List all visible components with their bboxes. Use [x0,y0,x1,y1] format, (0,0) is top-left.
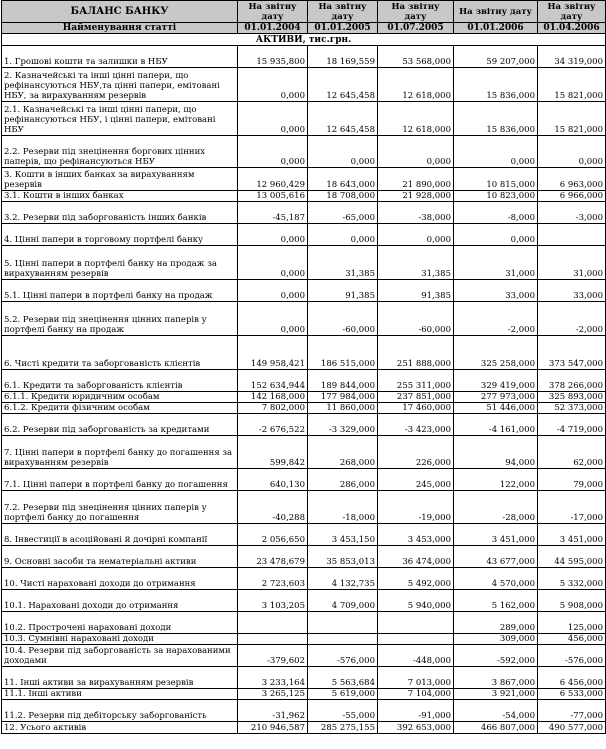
row-value: -3,000 [538,202,606,224]
row-value: 91,385 [308,280,378,302]
row-label: 12. Усього активів [2,722,238,734]
table-row [2,336,606,370]
row-value: -28,000 [454,491,538,524]
row-value: -379,602 [238,645,308,667]
table-row [2,246,606,280]
row-value: 0,000 [238,246,308,280]
row-value: -448,000 [378,645,454,667]
row-value: 62,000 [538,436,606,469]
row-value: 18 643,000 [308,168,378,191]
row-value: 4 709,000 [308,590,378,612]
row-value: 289,000 [454,612,538,634]
row-value: 237 851,000 [378,392,454,403]
row-value: -4 719,000 [538,414,606,436]
row-value: 251 888,000 [378,336,454,370]
row-value: 7 104,000 [378,689,454,700]
row-label: 6.1.2. Кредити фізичним особам [2,403,238,414]
row-value: 5 332,000 [538,568,606,590]
row-label: 10. Чисті нараховані доходи до отримання [2,568,238,590]
row-value: 0,000 [378,224,454,246]
row-value: 325 893,000 [538,392,606,403]
table-row [2,224,606,246]
row-value: 245,000 [378,469,454,491]
row-value [238,612,308,634]
row-value: -3 423,000 [378,414,454,436]
period-header: На звітну дату [308,1,378,23]
row-value: 94,000 [454,436,538,469]
row-value: 3 451,000 [538,524,606,546]
row-value: 51 446,000 [454,403,538,414]
row-value: 3 103,205 [238,590,308,612]
row-value: -576,000 [308,645,378,667]
row-label: 10.3. Сумнівні нараховані доходи [2,634,238,645]
row-value: 23 478,679 [238,546,308,568]
table-row [2,102,606,136]
row-label: 6. Чисті кредити та заборгованість клієнтів [2,336,238,370]
row-value: -4 161,000 [454,414,538,436]
table-row [2,546,606,568]
row-value: 11 860,000 [308,403,378,414]
row-value: 3 921,000 [454,689,538,700]
row-value: -2,000 [454,302,538,336]
row-value: 0,000 [454,136,538,168]
section-header: АКТИВИ, тис.грн. [2,34,606,46]
row-value: 490 577,000 [538,722,606,734]
row-value: 12 645,458 [308,102,378,136]
row-label: 5.1. Цінні папери в портфелі банку на продаж [2,280,238,302]
row-value: 33,000 [454,280,538,302]
row-value: -2,000 [538,302,606,336]
row-value: 15 836,000 [454,68,538,102]
row-value: 3 233,164 [238,667,308,689]
row-label: 3. Кошти в інших банках за вирахуванням резервів [2,168,238,191]
row-value: 122,000 [454,469,538,491]
row-value [308,634,378,645]
row-value: 329 419,000 [454,370,538,392]
row-value: 152 634,944 [238,370,308,392]
row-value: -3 329,000 [308,414,378,436]
table-row [2,612,606,634]
row-label: 7.1. Цінні папери в портфелі банку до погашення [2,469,238,491]
period-header: На звітну дату [238,1,308,23]
row-value: -576,000 [538,645,606,667]
row-value [378,612,454,634]
row-value: 0,000 [238,302,308,336]
row-value: -55,000 [308,700,378,722]
row-label: 4. Цінні папери в торговому портфелі банку [2,224,238,246]
row-value: 35 853,013 [308,546,378,568]
row-value: 373 547,000 [538,336,606,370]
row-value: 286,000 [308,469,378,491]
row-value: 378 266,000 [538,370,606,392]
row-value: 17 460,000 [378,403,454,414]
row-value: 0,000 [454,224,538,246]
row-label: 11.2. Резерви під дебіторську заборгованість [2,700,238,722]
table-row [2,491,606,524]
row-value: -45,187 [238,202,308,224]
row-value [308,612,378,634]
row-value: 33,000 [538,280,606,302]
date-header: 01.01.2004 [238,23,308,34]
row-value: -19,000 [378,491,454,524]
row-value: 210 946,587 [238,722,308,734]
row-value: 31,385 [308,246,378,280]
table-row [2,667,606,689]
period-header: На звітну дату [378,1,454,23]
row-value: -18,000 [308,491,378,524]
row-value: 0,000 [308,224,378,246]
row-value: 268,000 [308,436,378,469]
row-value: 392 653,000 [378,722,454,734]
row-value: 0,000 [238,280,308,302]
row-label: 7.2. Резерви під знецінення цінних паперів у портфелі банку до погашення [2,491,238,524]
row-value: 53 568,000 [378,46,454,68]
row-label: 5. Цінні папери в портфелі банку на продаж за вирахуванням резервів [2,246,238,280]
table-row [2,436,606,469]
row-value: 13 005,616 [238,191,308,202]
table-row [2,469,606,491]
row-value: 6 456,000 [538,667,606,689]
row-value: 10 815,000 [454,168,538,191]
table-row [2,68,606,102]
row-value: 21 928,000 [378,191,454,202]
date-header: 01.04.2006 [538,23,606,34]
row-value: 3 265,125 [238,689,308,700]
table-row [2,202,606,224]
row-value: 18 708,000 [308,191,378,202]
row-value: 5 563,684 [308,667,378,689]
row-value: 6 533,000 [538,689,606,700]
row-value: 59 207,000 [454,46,538,68]
table-title: БАЛАНС БАНКУ [2,1,238,23]
row-value: -2 676,522 [238,414,308,436]
row-label: 2. Казначейські та інші цінні папери, що рефінансуються НБУ,та цінні папери, емітовані НБУ, за вирахуванням резервів [2,68,238,102]
table-row [2,46,606,68]
row-value: 125,000 [538,612,606,634]
row-value: 79,000 [538,469,606,491]
table-row [2,168,606,191]
row-value: 12 960,429 [238,168,308,191]
table-row [2,414,606,436]
row-value: 12 618,000 [378,68,454,102]
row-value: 12 618,000 [378,102,454,136]
row-value: 309,000 [454,634,538,645]
row-value: 2 056,650 [238,524,308,546]
table-row [2,645,606,667]
row-value: 177 984,000 [308,392,378,403]
row-label: 10.4. Резерви під заборгованість за нарахованими доходами [2,645,238,667]
row-value: 10 823,000 [454,191,538,202]
row-value: -54,000 [454,700,538,722]
row-label: 11. Інші активи за вирахуванням резервів [2,667,238,689]
row-label: 2.1. Казначейські та інші цінні папери, що рефінансуються НБУ, і цінні папери, емітовані НБУ [2,102,238,136]
row-value: 5 162,000 [454,590,538,612]
row-value [378,634,454,645]
row-value: 0,000 [238,68,308,102]
row-label: 6.2. Резерви під заборгованість за кредитами [2,414,238,436]
row-value: 285 275,155 [308,722,378,734]
row-value: -31,962 [238,700,308,722]
row-value: 91,385 [378,280,454,302]
row-value [538,224,606,246]
row-value: 456,000 [538,634,606,645]
row-label: 6.1. Кредити та заборгованість клієнтів [2,370,238,392]
row-value: 3 867,000 [454,667,538,689]
row-value: 2 723,603 [238,568,308,590]
row-label: 3.1. Кошти в інших банках [2,191,238,202]
table-row [2,590,606,612]
row-value: -40,288 [238,491,308,524]
row-value [238,634,308,645]
row-value: 3 453,150 [308,524,378,546]
row-value: 0,000 [538,136,606,168]
row-value: 149 958,421 [238,336,308,370]
table-row [2,370,606,392]
table-row [2,392,606,403]
row-value: -60,000 [308,302,378,336]
row-value: 5 940,000 [378,590,454,612]
row-value: 3 451,000 [454,524,538,546]
row-label: 5.2. Резерви під знецінення цінних паперів у портфелі банку на продаж [2,302,238,336]
row-value: 189 844,000 [308,370,378,392]
row-label: 8. Інвестиції в асоційовані й дочірні компанії [2,524,238,546]
row-value: 4 132,735 [308,568,378,590]
row-value: 226,000 [378,436,454,469]
table-row [2,689,606,700]
row-value: 3 453,000 [378,524,454,546]
row-value: 640,130 [238,469,308,491]
row-value: 0,000 [378,136,454,168]
table-row [2,700,606,722]
row-value: 325 258,000 [454,336,538,370]
row-label: 2.2. Резерви під знецінення боргових цінних паперів, що рефінансуються НБУ [2,136,238,168]
row-value: 31,000 [538,246,606,280]
row-label: 9. Основні засоби та нематеріальні активи [2,546,238,568]
table-row [2,634,606,645]
row-value: 0,000 [238,136,308,168]
row-value: -91,000 [378,700,454,722]
table-row [2,136,606,168]
row-value: 186 515,000 [308,336,378,370]
row-value: -17,000 [538,491,606,524]
row-value: 255 311,000 [378,370,454,392]
name-column-header: Найменування статті [2,23,238,34]
row-value: -8,000 [454,202,538,224]
balance-table [1,0,606,734]
table-row [2,722,606,734]
row-value: 4 570,000 [454,568,538,590]
row-label: 10.1. Нараховані доходи до отримання [2,590,238,612]
row-value: -60,000 [378,302,454,336]
row-value: 15 836,000 [454,102,538,136]
row-label: 7. Цінні папери в портфелі банку до погашення за вирахуванням резервів [2,436,238,469]
row-value: 7 802,000 [238,403,308,414]
row-value: -592,000 [454,645,538,667]
row-label: 3.2. Резерви під заборгованість інших банків [2,202,238,224]
row-value: 36 474,000 [378,546,454,568]
row-value: 6 966,000 [538,191,606,202]
date-header: 01.01.2005 [308,23,378,34]
row-value: 5 619,000 [308,689,378,700]
table-row [2,403,606,414]
table-row [2,280,606,302]
row-value: 7 013,000 [378,667,454,689]
row-value: 34 319,000 [538,46,606,68]
row-value: -77,000 [538,700,606,722]
row-value: 12 645,458 [308,68,378,102]
table-row [2,524,606,546]
row-value: 6 963,000 [538,168,606,191]
row-value: 31,000 [454,246,538,280]
row-value: 0,000 [238,224,308,246]
date-header: 01.07.2005 [378,23,454,34]
row-label: 6.1.1. Кредити юридичним особам [2,392,238,403]
row-value: 21 890,000 [378,168,454,191]
row-value: 5 492,000 [378,568,454,590]
row-label: 1. Грошові кошти та залишки в НБУ [2,46,238,68]
period-header: На звітну дату [538,1,606,23]
row-value: 52 373,000 [538,403,606,414]
row-value: 0,000 [308,136,378,168]
table-row [2,191,606,202]
row-value: 44 595,000 [538,546,606,568]
row-value: 142 168,000 [238,392,308,403]
row-value: 599,842 [238,436,308,469]
row-value: -65,000 [308,202,378,224]
row-label: 11.1. Інші активи [2,689,238,700]
table-row [2,302,606,336]
row-value: 5 908,000 [538,590,606,612]
row-value: 43 677,000 [454,546,538,568]
row-value: 15 821,000 [538,68,606,102]
date-header: 01.01.2006 [454,23,538,34]
row-value: 18 169,559 [308,46,378,68]
row-value: 0,000 [238,102,308,136]
period-header: На звітну дату [454,1,538,23]
table-row [2,568,606,590]
row-value: 466 807,000 [454,722,538,734]
row-value: 277 973,000 [454,392,538,403]
row-value: 15 935,800 [238,46,308,68]
row-label: 10.2. Прострочені нараховані доходи [2,612,238,634]
row-value: 31,385 [378,246,454,280]
row-value: 15 821,000 [538,102,606,136]
row-value: -38,000 [378,202,454,224]
